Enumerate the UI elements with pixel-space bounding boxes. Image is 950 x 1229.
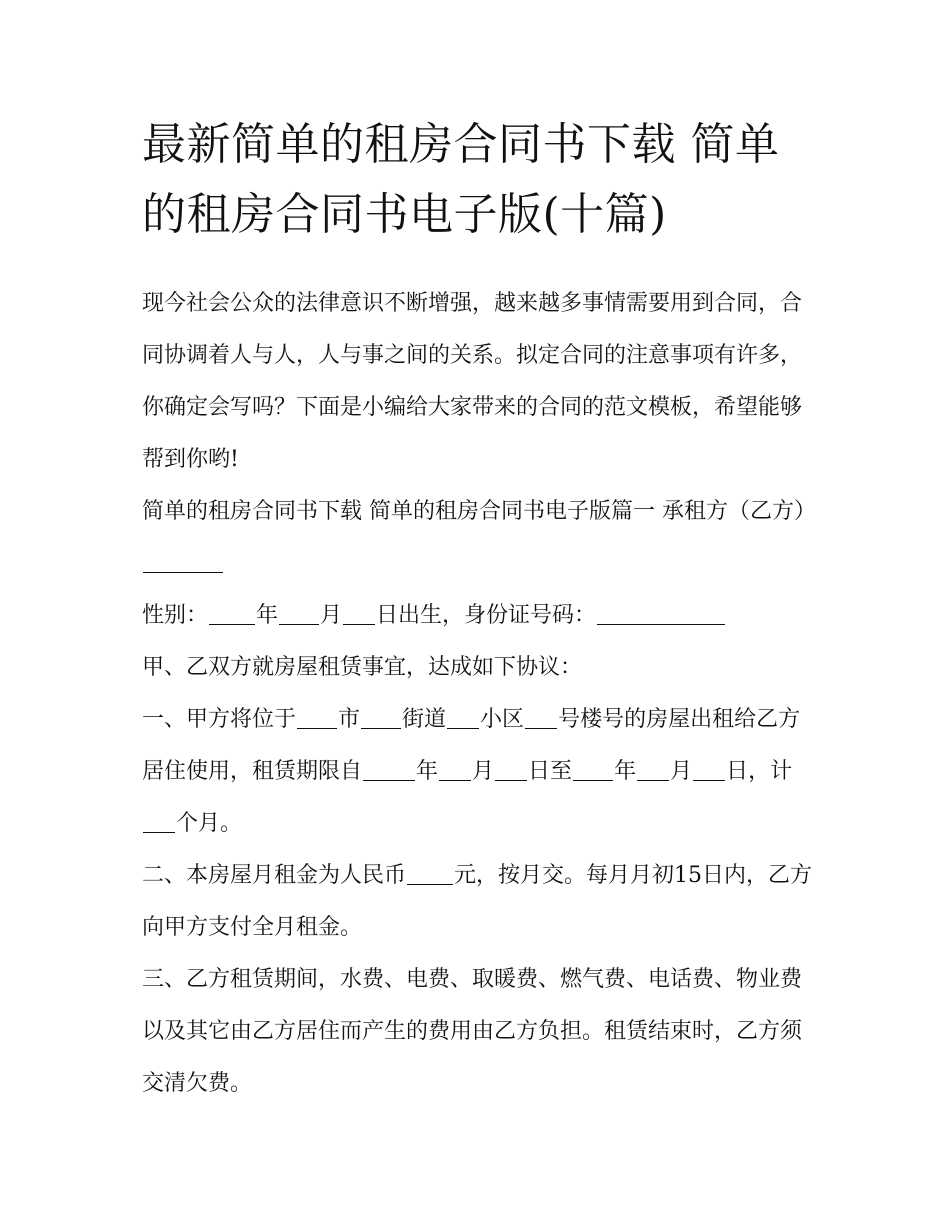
clause-1-year-2: 年 — [614, 759, 637, 784]
street-blank — [361, 705, 401, 729]
rent-amount-blank — [407, 861, 453, 885]
clause-2-part-2: 元，按月交。每月月初15日内，乙方向甲方支付全月租金。 — [142, 863, 813, 940]
gender-blank — [209, 601, 255, 625]
intro-paragraph: 现今社会公众的法律意识不断增强，越来越多事情需要用到合同，合同协调着人与人，人与事之间的关系。拟定合同的注意事项有许多，你确定会写吗？下面是小编给大家带来的合同的范文模板，希望能够帮到你哟! — [142, 291, 803, 472]
clause-3-paragraph: 三、乙方租赁期间，水费、电费、取暖费、燃气费、电话费、物业费以及其它由乙方居住而产生的费用由乙方负担。租赁结束时，乙方须交清欠费。 — [142, 967, 803, 1096]
start-year-blank — [363, 757, 415, 781]
section-heading-text: 简单的租房合同书下载 简单的租房合同书电子版篇一 承租方（乙方） — [142, 499, 816, 524]
document-title: 最新简单的租房合同书下载 简单的租房合同书电子版(十篇) — [142, 119, 780, 240]
clause-1-street: 街道 — [402, 707, 447, 732]
clause-1-part-1: 一、甲方将位于 — [142, 707, 297, 732]
birth-month-blank — [279, 601, 319, 625]
end-day-blank — [693, 757, 725, 781]
birth-day-blank — [343, 601, 375, 625]
clause-2-part-1: 二、本房屋月租金为人民币 — [142, 863, 407, 888]
start-day-blank — [495, 757, 527, 781]
birth-year-label: 年 — [256, 603, 279, 628]
clause-1-city: 市 — [338, 707, 361, 732]
end-year-blank — [573, 757, 613, 781]
agreement-line: 甲、乙双方就房屋租赁事宜，达成如下协议： — [142, 655, 583, 680]
gender-line — [142, 590, 822, 642]
clause-1-month-2: 月 — [670, 759, 693, 784]
clause-1-month-1: 月 — [472, 759, 495, 784]
end-month-blank — [637, 757, 669, 781]
building-blank — [525, 705, 557, 729]
clause-1-part-2: 号楼号的房屋出租给乙方居住使用，租赁期限自 — [142, 707, 801, 784]
tenant-name-blank — [143, 549, 223, 573]
clause-1-district: 小区 — [480, 707, 525, 732]
month-count-blank — [143, 809, 175, 833]
city-blank — [297, 705, 337, 729]
document-body — [142, 110, 822, 1110]
clause-1-day-total: 日，计 — [726, 759, 793, 784]
clause-1-year-1: 年 — [416, 759, 439, 784]
birth-month-label: 月 — [320, 603, 343, 628]
clause-1-day-to: 日至 — [528, 759, 573, 784]
section-heading-paragraph — [142, 486, 822, 590]
start-month-blank — [439, 757, 471, 781]
birth-id-label: 日出生，身份证号码： — [376, 603, 597, 628]
clause-1-paragraph — [142, 694, 822, 850]
gender-label: 性别： — [142, 603, 209, 628]
id-number-blank — [597, 601, 725, 625]
document-content — [142, 278, 822, 1110]
clause-2-paragraph — [142, 850, 822, 954]
district-blank — [447, 705, 479, 729]
clause-1-months: 个月。 — [176, 811, 243, 836]
